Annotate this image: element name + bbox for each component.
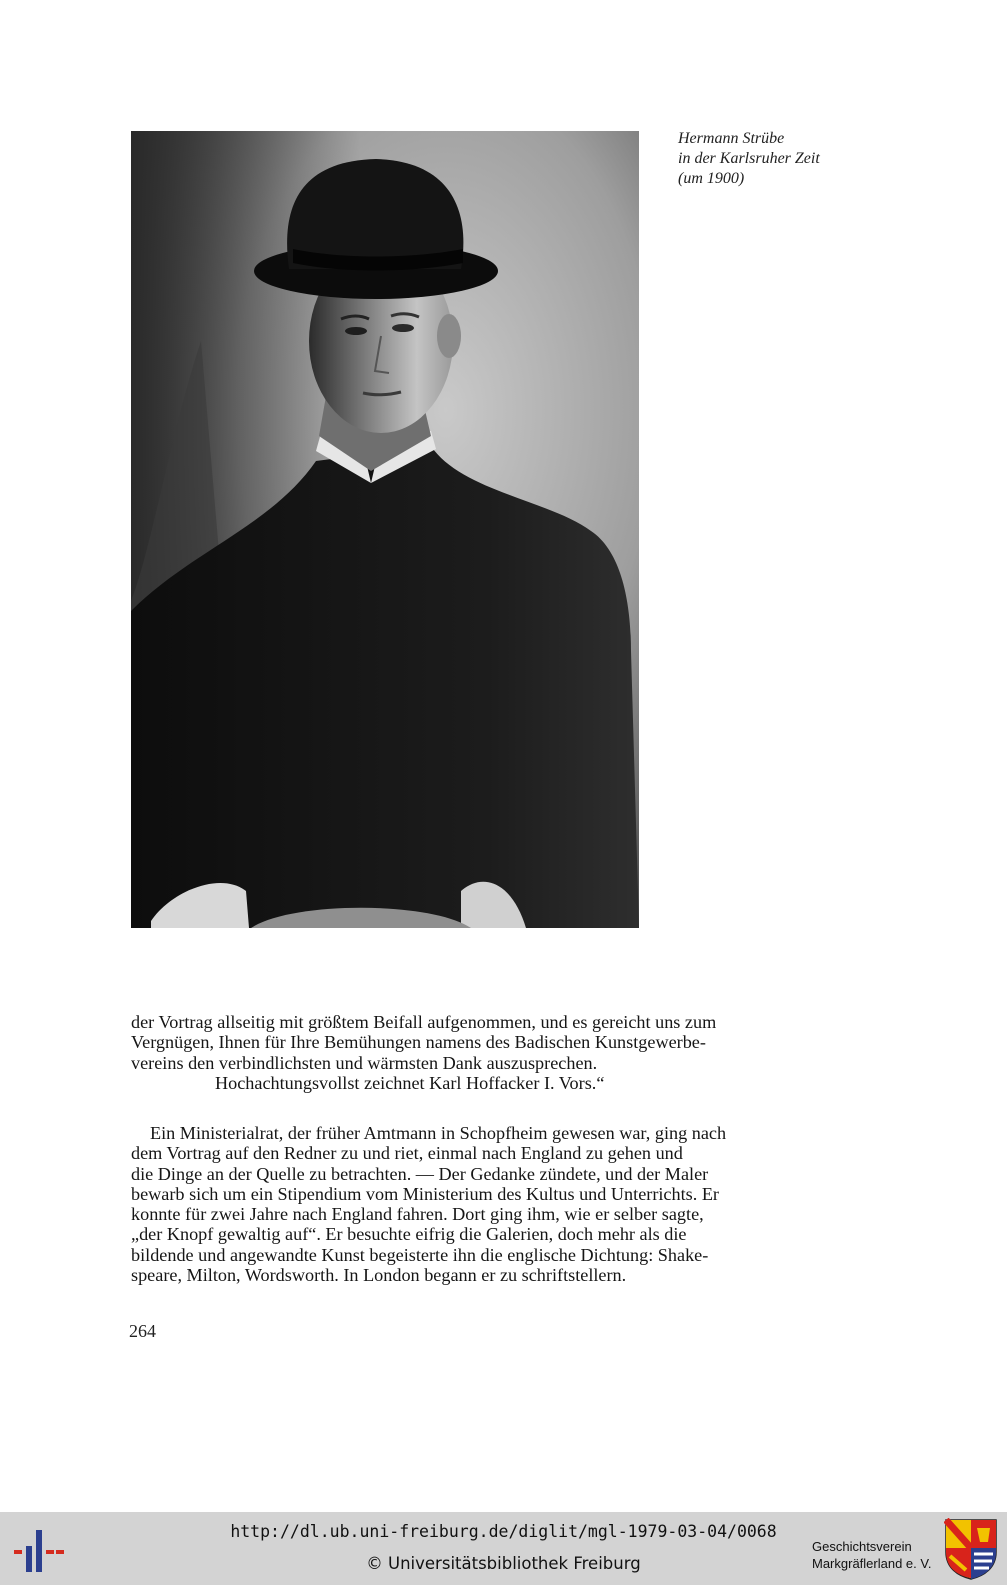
caption-line: (um 1900)	[678, 170, 745, 187]
permalink-url[interactable]: http://dl.ub.uni-freiburg.de/diglit/mgl-1979-03-04/0068	[230, 1522, 777, 1541]
text-line: bildende und angewandte Kunst begeisterte ihn die englische Dichtung: Shake-	[131, 1244, 709, 1265]
text-line: der Vortrag allseitig mit größtem Beifall aufgenommen, und es gereicht uns zum	[131, 1012, 717, 1032]
text-line: konnte für zwei Jahre nach England fahren. Dort ging ihm, wie er selber sagte,	[131, 1204, 704, 1225]
society-line: Geschichtsverein	[812, 1539, 912, 1554]
society-line: Markgräflerland e. V.	[812, 1556, 932, 1571]
text-line: „der Knopf gewaltig auf“. Er besuchte eifrig die Galerien, doch mehr als die	[131, 1224, 687, 1245]
society-name	[812, 1538, 931, 1572]
text-line: Vergnügen, Ihnen für Ihre Bemühungen namens des Badischen Kunstgewerbe-	[131, 1032, 706, 1053]
footer-bar	[0, 1512, 1007, 1585]
text-line: vereins den verbindlichsten und wärmsten Dank auszusprechen.	[131, 1052, 598, 1073]
text-line: die Dinge an der Quelle zu betrachten. — Der Gedanke zündete, und der Maler	[131, 1163, 709, 1184]
text-line: speare, Milton, Wordsworth. In London begann er zu schriftstellern.	[131, 1265, 627, 1286]
caption-line: in der Karlsruher Zeit	[678, 150, 820, 167]
copyright-notice: © Universitätsbibliothek Freiburg	[366, 1554, 641, 1573]
text-line: bewarb sich um ein Stipendium vom Ministerium des Kultus und Unterrichts. Er	[131, 1183, 719, 1204]
page-number: 264	[129, 1321, 156, 1341]
text-line: Ein Ministerialrat, der früher Amtmann in Schopfheim gewesen war, ging nach	[150, 1123, 727, 1143]
body-paragraph-2	[131, 1123, 878, 1285]
photo-caption	[678, 129, 888, 189]
caption-line: Hermann Strübe	[678, 130, 785, 147]
coat-of-arms-icon	[944, 1518, 998, 1580]
portrait-photo	[131, 131, 639, 928]
signature-line: Hochachtungsvollst zeichnet Karl Hoffacker I. Vors.“	[215, 1072, 605, 1093]
body-paragraph-1	[131, 1012, 878, 1093]
text-line: dem Vortrag auf den Redner zu und riet, einmal nach England zu gehen und	[131, 1143, 683, 1164]
